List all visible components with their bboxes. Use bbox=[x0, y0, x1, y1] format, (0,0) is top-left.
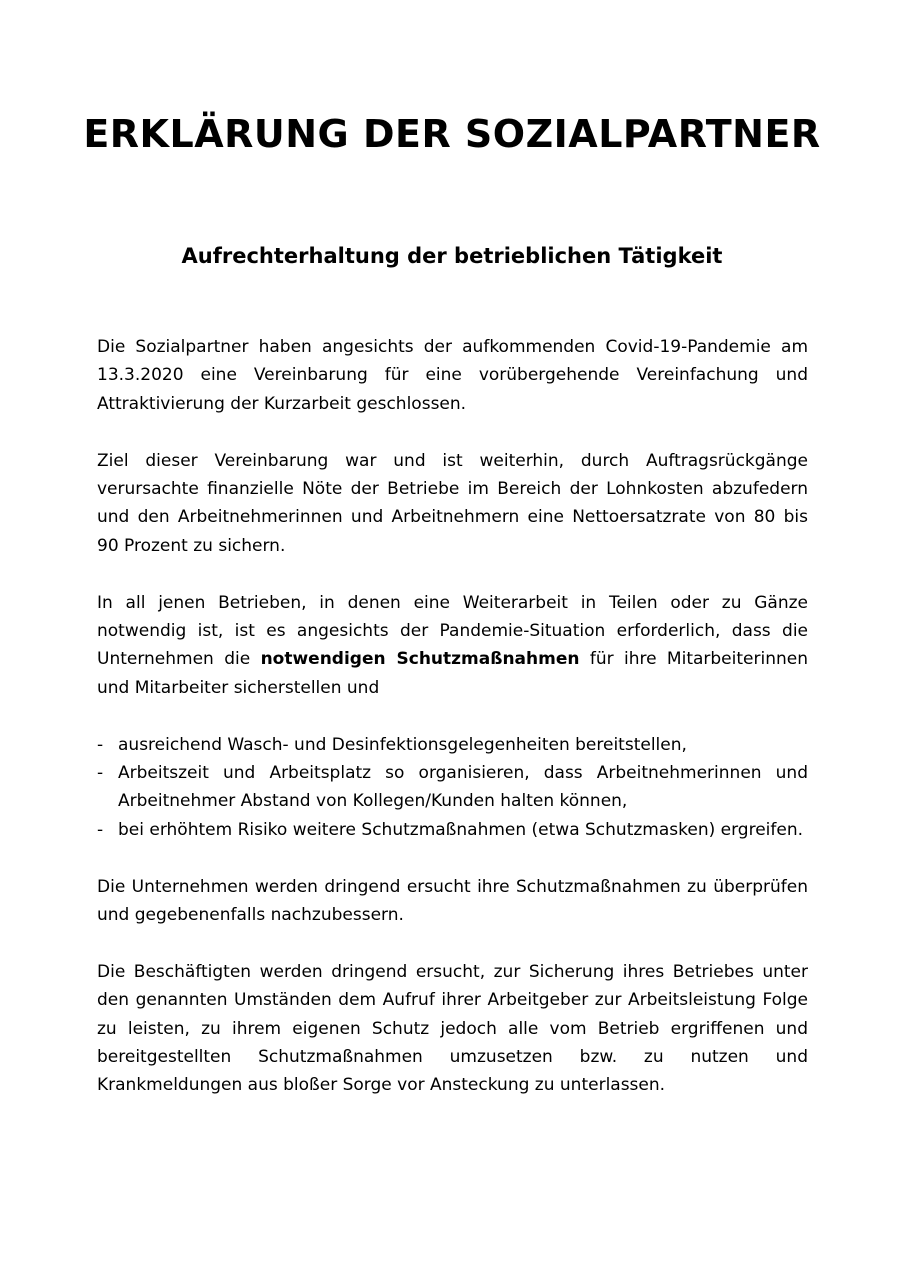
paragraph-beschaeftigte: Die Beschäftigten werden dringend ersucht, zur Sicherung ihres Betriebes unter den genannten Umständen dem Aufruf ihrer Arbeitgeber zur Arbeitsleistung Folge zu leisten, zu ihrem eigenen Schutz jedoch alle vom Betrieb ergriffenen und bereitgestellten Schutzmaßnahmen umzusetzen bzw. zu nutzen und Krankmeldungen aus bloßer Sorge vor Ansteckung zu unterlassen. bbox=[97, 961, 808, 1096]
document-title: ERKLÄRUNG DER SOZIALPARTNER bbox=[83, 112, 821, 156]
paragraph-weiterarbeit-text-2: für ihre Mitarbeiterinnen und Mitarbeiter sicherstellen und bbox=[97, 649, 808, 698]
list-item-text: ausreichend Wasch- und Desinfektionsgelegenheiten bereitstellen, bbox=[118, 734, 687, 755]
list-item-text: bei erhöhtem Risiko weitere Schutzmaßnahmen (etwa Schutzmasken) ergreifen. bbox=[118, 819, 803, 840]
paragraph-ziel: Ziel dieser Vereinbarung war und ist weiterhin, durch Auftragsrückgänge verursachte finanzielle Nöte der Betriebe im Bereich der Lohnkosten abzufedern und den Arbeitnehmerinnen und Arbeitnehmern eine Nettoersatzrate von 80 bis 90 Prozent zu sichern. bbox=[97, 450, 808, 556]
list-marker: - bbox=[97, 734, 104, 755]
list-item bbox=[97, 759, 808, 816]
list-item bbox=[97, 731, 808, 759]
document-body bbox=[97, 333, 808, 1128]
paragraph-kurzarbeit-vereinbarung: Die Sozialpartner haben angesichts der aufkommenden Covid-19-Pandemie am 13.3.2020 eine Vereinbarung für eine vorübergehende Vereinfachung und Attraktivierung der Kurzarbeit geschlossen. bbox=[97, 337, 808, 414]
paragraph-weiterarbeit bbox=[97, 589, 808, 703]
document-subtitle: Aufrechterhaltung der betrieblichen Tätigkeit bbox=[181, 244, 723, 268]
schutzmassnahmen-list bbox=[97, 731, 808, 845]
paragraph-unternehmen: Die Unternehmen werden dringend ersucht ihre Schutzmaßnahmen zu überprüfen und gegebenenfalls nachzubessern. bbox=[97, 876, 808, 926]
paragraph-weiterarbeit-emphasis: notwendigen Schutzmaßnahmen bbox=[260, 649, 580, 670]
paragraph-weiterarbeit-text-1: In all jenen Betrieben, in denen eine Weiterarbeit in Teilen oder zu Gänze notwendig ist, ist es angesichts der Pandemie-Situation erforderlich, dass die Unternehmen die bbox=[97, 592, 808, 670]
list-marker: - bbox=[97, 819, 104, 840]
list-item bbox=[97, 816, 808, 844]
list-marker: - bbox=[97, 763, 104, 784]
list-item-text: Arbeitszeit und Arbeitsplatz so organisieren, dass Arbeitnehmerinnen und Arbeitnehmer Abstand von Kollegen/Kunden halten können, bbox=[118, 763, 808, 812]
